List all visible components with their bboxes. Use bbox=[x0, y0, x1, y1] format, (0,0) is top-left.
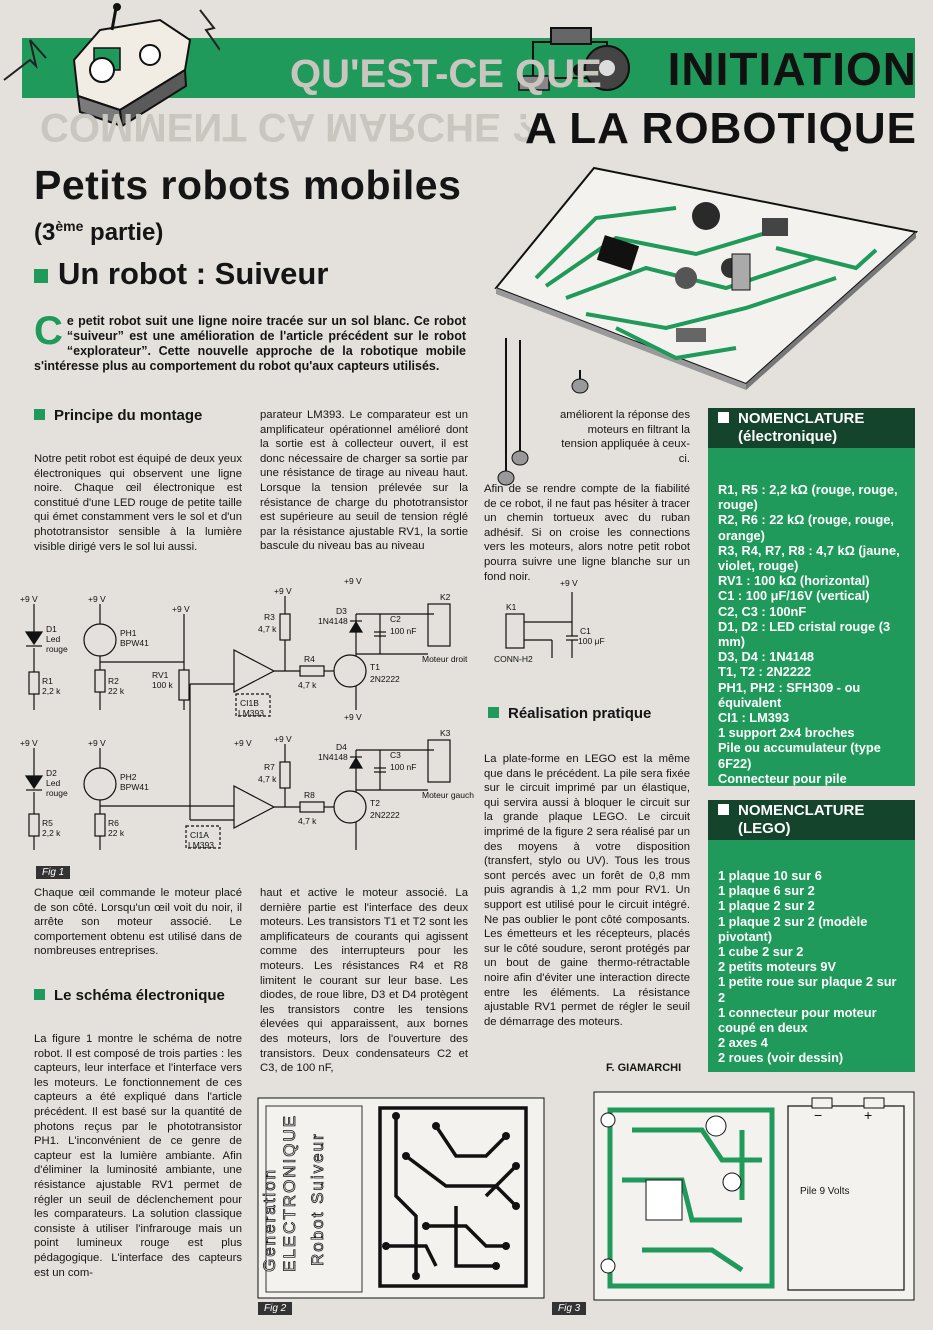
schematic-label: +9 V bbox=[274, 734, 292, 744]
list-item: 2 axes 4 bbox=[718, 1035, 768, 1051]
schematic-label: 1N4148 bbox=[318, 616, 348, 626]
schematic-label: 22 k bbox=[108, 828, 125, 838]
schematic-label: PH1 bbox=[120, 628, 137, 638]
schematic-label: T1 bbox=[370, 662, 380, 672]
schematic-label: 4,7 k bbox=[258, 624, 277, 634]
schematic-label: R6 bbox=[108, 818, 119, 828]
ghost-heading: QU'EST-CE QUE bbox=[290, 52, 602, 96]
schematic-label: 100 nF bbox=[390, 626, 417, 636]
intro-paragraph: Ce petit robot suit une ligne noire tracée sur un sol blanc. Ce robot “suiveur” est une amélioration de l'article précédent sur le robot “explorateur”. Cette nouvelle approche de la robotique mobile s'intéresse plus au comportement du robot qu'aux capteurs utilisés. bbox=[34, 309, 466, 373]
schematic-label: R7 bbox=[264, 762, 275, 772]
schematic-label: LM393 bbox=[238, 708, 264, 718]
figure1-label: Fig 1 bbox=[36, 866, 70, 879]
list-item: 2 petits moteurs 9V bbox=[718, 959, 837, 975]
schematic-label: D3 bbox=[336, 606, 347, 616]
schematic-label: CI1A bbox=[190, 830, 209, 840]
svg-text:+: + bbox=[864, 1107, 873, 1123]
principe-heading: Principe du montage bbox=[34, 406, 234, 426]
bullet-square-icon bbox=[488, 707, 499, 718]
schematic-label: 4,7 k bbox=[298, 816, 317, 826]
article-title: Petits robots mobiles bbox=[34, 162, 462, 208]
bullet-square-icon bbox=[34, 269, 48, 283]
schematic-label: D4 bbox=[336, 742, 347, 752]
schematic-label: R4 bbox=[304, 654, 315, 664]
schematic-label: rouge bbox=[46, 788, 68, 798]
list-item: 1 support 2x4 broches bbox=[718, 725, 855, 741]
schematic-label: R1 bbox=[42, 676, 53, 686]
schematic-label: Led bbox=[46, 778, 61, 788]
list-item: D1, D2 : LED cristal rouge (3 mm) bbox=[718, 618, 891, 650]
column1-text: Chaque œil commande le moteur placé de son côté. Lorsqu'un œil voit du noir, il arrête son moteur associé. Le comportement obtenu est utilisé dans de nombreuses entreprises. bbox=[34, 887, 242, 958]
bullet-square-icon bbox=[718, 804, 729, 815]
schematic-label: K3 bbox=[440, 728, 451, 738]
schematic-label: +9 V bbox=[344, 712, 362, 722]
list-item: 1 plaque 2 sur 2 (modèle pivotant) bbox=[718, 913, 868, 944]
schematic-label: +9 V bbox=[344, 576, 362, 586]
schematic-label: C2 bbox=[390, 614, 401, 624]
nomenclature-electronique-box bbox=[708, 408, 915, 786]
schematic-label: Moteur droit bbox=[422, 654, 468, 664]
schematic-label: C3 bbox=[390, 750, 401, 760]
bullet-square-icon bbox=[34, 409, 45, 420]
schematic-label: LM393 bbox=[188, 840, 214, 850]
list-item: R3, R4, R7, R8 : 4,7 kΩ (jaune, violet, rouge) bbox=[718, 542, 900, 574]
schema-text: La figure 1 montre le schéma de notre robot. Il est composé de trois parties : les capteurs, leur interface et l'interface vers les moteurs. Le fonctionnement de ces capteurs a été expliqué dans l'article précédent. Il est basé sur la quantité de photons reçus par le phototransistor PH1. L'inconvénient de ce genre de capteur est la lumière ambiante. Afin d'éliminer la luminosité ambiante, une résistance ajustable RV1 permet de régler un seuil de déclenchement pour les comparateurs. La solution classique consiste à utiliser l'infrarouge mais un point lumineux rouge est plus pédagogique. L'interface des capteurs est un com- bbox=[34, 1033, 242, 1279]
schematic-label: 22 k bbox=[108, 686, 125, 696]
schematic-label: +9 V bbox=[560, 578, 578, 588]
schematic-label: 2N2222 bbox=[370, 810, 400, 820]
list-item: C2, C3 : 100nF bbox=[718, 603, 807, 619]
principe-text: Notre petit robot est équipé de deux yeux électroniques qui observent une ligne noire. Chaque œil électronique est constitué d'une LED rouge de petite taille qui émet constamment vers le sol et d'un phototransistor sensible à la lumière visible dirigé vers le sol lui aussi. bbox=[34, 453, 242, 553]
dropcap: C bbox=[34, 309, 63, 353]
schematic-label: RV1 bbox=[152, 670, 169, 680]
list-item: 1 plaque 6 sur 2 bbox=[718, 883, 815, 899]
schematic-label: 4,7 k bbox=[258, 774, 277, 784]
nomenclature-list bbox=[708, 840, 915, 1066]
schematic-label: +9 V bbox=[172, 604, 190, 614]
schematic-label: K1 bbox=[506, 602, 517, 612]
figure1-schematic bbox=[14, 574, 474, 866]
schematic-label: 100 μF bbox=[578, 636, 605, 646]
schematic-label: D2 bbox=[46, 768, 57, 778]
schematic-label: R5 bbox=[42, 818, 53, 828]
schematic-label: 2,2 k bbox=[42, 686, 61, 696]
pcb-text-vertical: Robot Suiveur bbox=[308, 1132, 327, 1266]
list-item: 1 cube 2 sur 2 bbox=[718, 944, 804, 960]
schema-heading: Le schéma électronique bbox=[34, 986, 234, 1006]
schematic-label: Led bbox=[46, 634, 61, 644]
figure3-label: Fig 3 bbox=[552, 1302, 586, 1315]
list-item: R1, R5 : 2,2 kΩ (rouge, rouge, rouge) bbox=[718, 482, 898, 513]
schematic-label: Moteur gauche bbox=[422, 790, 474, 800]
article-part: (3ème partie) bbox=[34, 218, 164, 246]
schematic-label: 2N2222 bbox=[370, 674, 400, 684]
nomenclature-lego-box bbox=[708, 800, 915, 1072]
section-title: INITIATION bbox=[667, 43, 917, 95]
ghost-heading-mirror: COMMENT CA MARCHE ? bbox=[40, 105, 537, 149]
schematic-label: 100 k bbox=[152, 680, 173, 690]
list-item: Connecteur pour pile bbox=[718, 770, 847, 786]
list-item: 1 plaque 10 sur 6 bbox=[718, 868, 822, 883]
schematic-label: T2 bbox=[370, 798, 380, 808]
schematic-label: +9 V bbox=[20, 594, 38, 604]
figure2-pcb bbox=[256, 1096, 546, 1302]
schematic-label: PH2 bbox=[120, 772, 137, 782]
schematic-label: +9 V bbox=[20, 738, 38, 748]
column3-text-b: Afin de se rendre compte de la fiabilité de ce robot, il ne faut pas hésiter à tracer un chemin tortueux avec du ruban adhésif. Si on croise les connections vers les moteurs, alors notre petit robot pourra suivre une ligne blanche sur un fond noir. bbox=[484, 483, 690, 583]
bullet-square-icon bbox=[34, 989, 45, 1000]
schematic-label: BPW41 bbox=[120, 638, 149, 648]
list-item: RV1 : 100 kΩ (horizontal) bbox=[718, 573, 870, 589]
list-item: Pile ou accumulateur (type 6F22) bbox=[718, 740, 881, 771]
svg-text:−: − bbox=[814, 1107, 823, 1123]
schematic-label: BPW41 bbox=[120, 782, 149, 792]
schematic-label: +9 V bbox=[234, 738, 252, 748]
schematic-label: rouge bbox=[46, 644, 68, 654]
column3-text-a: améliorent la réponse des moteurs en filtrant la tension appliquée à ceux-ci. bbox=[560, 409, 690, 465]
schematic-label: D1 bbox=[46, 624, 57, 634]
power-connector-schematic bbox=[492, 578, 612, 664]
schematic-label: 4,7 k bbox=[298, 680, 317, 690]
article-heading: Un robot : Suiveur bbox=[34, 256, 328, 292]
list-item: D3, D4 : 1N4148 bbox=[718, 649, 815, 665]
realisation-text: La plate-forme en LEGO est la même que dans le précédent. La pile sera fixée sur le circuit imprimé par un élastique, qui servira aussi à bloquer le circuit sur la grande plaque LEGO. Le circuit imprimé de la figure 2 sera réalisé par un des moyens à votre disposition (transfert, stylo ou UV). Tous les trous sont percés avec un forêt de 0,8 mm puis agrandis à 1,2 mm pour RV1. Un support est utilisé pour le circuit intégré. Ne pas oublier le pont côté composants. Les émetteurs et les récepteurs, placés sur le côté soudure, seront protégés par un bout de gaine thermo-rétractable noire afin d'éviter une interaction directe entre les éléments. La résistance ajustable RV1 permet de régler le seuil de démarrage des moteurs. bbox=[484, 753, 690, 1028]
nomenclature-heading: NOMENCLATURE (électronique) bbox=[708, 408, 915, 448]
schematic-label: K2 bbox=[440, 592, 451, 602]
list-item: R2, R6 : 22 kΩ (rouge, rouge, orange) bbox=[718, 512, 894, 543]
list-item: CI1 : LM393 bbox=[718, 710, 790, 726]
list-item: 1 plaque 2 sur 2 bbox=[718, 898, 815, 914]
battery-label: Pile 9 Volts bbox=[800, 1186, 850, 1197]
schematic-label: R8 bbox=[304, 790, 315, 800]
schematic-label: R3 bbox=[264, 612, 275, 622]
schematic-label: 1N4148 bbox=[318, 752, 348, 762]
nomenclature-heading: NOMENCLATURE (LEGO) bbox=[708, 800, 915, 840]
schematic-label: R2 bbox=[108, 676, 119, 686]
schematic-label: 2,2 k bbox=[42, 828, 61, 838]
list-item: 2 roues (voir dessin) bbox=[718, 1050, 844, 1066]
schematic-label: 100 nF bbox=[390, 762, 417, 772]
figure3-layout bbox=[592, 1090, 916, 1302]
list-item: T1, T2 : 2N2222 bbox=[718, 664, 812, 680]
list-item: PH1, PH2 : SFH309 - ou équivalent bbox=[718, 679, 861, 710]
schematic-label: CONN-H2 bbox=[494, 654, 533, 664]
column2-text: parateur LM393. Le comparateur est un amplificateur opérationnel amélioré dont la sortie est à collecteur ouvert, il est donc nécessaire de charger sa sortie par une résistance de tirage au niveau haut. Lorsque la tension prélevée sur la résistance de charge du phototransistor est supérieure au seuil de tension réglé par la résistance ajustable RV1, la sortie bascule du niveau bas au niveau bbox=[260, 409, 468, 553]
realisation-heading: Réalisation pratique bbox=[488, 704, 688, 724]
section-subtitle: A LA ROBOTIQUE bbox=[524, 104, 917, 153]
schematic-label: +9 V bbox=[88, 738, 106, 748]
pcb-text-vertical: Generation ELECTRONIQUE bbox=[260, 1113, 299, 1272]
column2b-text: haut et active le moteur associé. La dernière partie est l'interface des deux moteurs. Les transistors T1 et T2 sont les amplificateurs de courants qui agissent comme des interrupteurs pour les moteurs. Les résistances R4 et R8 limitent le courant sur leur base. Les diodes, de roue libre, D3 et D4 protègent les transistors contre les tensions élevées qui apparaissent, aux bornes des moteurs, lors de l'ouverture des transistors. Deux condensateurs C2 et C3, de 100 nF, bbox=[260, 887, 468, 1075]
schematic-label: +9 V bbox=[274, 586, 292, 596]
schematic-label: C1 bbox=[580, 626, 591, 636]
list-item: 1 connecteur pour moteur coupé en deux bbox=[718, 1004, 877, 1036]
nomenclature-list bbox=[708, 448, 915, 786]
figure2-label: Fig 2 bbox=[258, 1302, 292, 1315]
author: F. GIAMARCHI bbox=[606, 1062, 682, 1074]
list-item: 1 petite roue sur plaque 2 sur 2 bbox=[718, 974, 897, 1005]
schematic-label: CI1B bbox=[240, 698, 259, 708]
bullet-square-icon bbox=[718, 412, 729, 423]
schematic-label: +9 V bbox=[88, 594, 106, 604]
list-item: C1 : 100 μF/16V (vertical) bbox=[718, 588, 870, 604]
